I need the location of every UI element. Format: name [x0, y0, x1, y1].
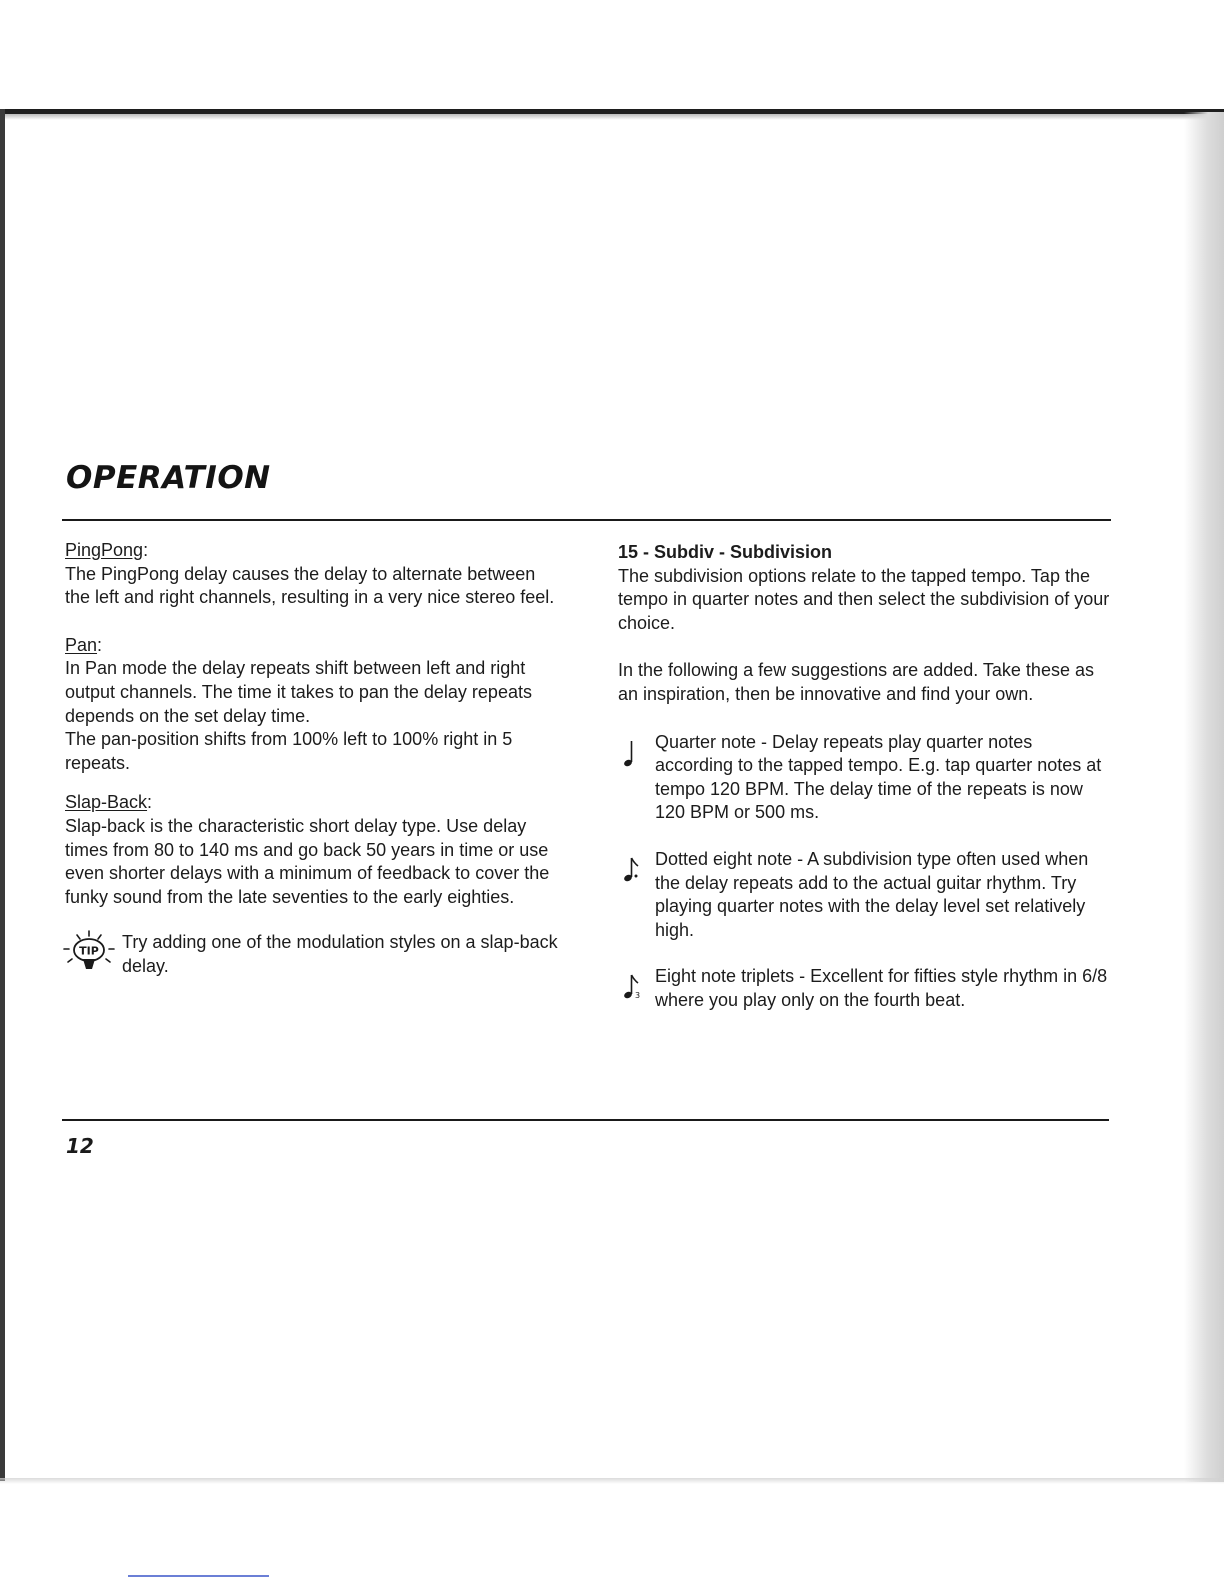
scan-top-shadow [0, 114, 1224, 120]
note-item-quarter [618, 731, 1118, 825]
pan-section [65, 634, 565, 776]
blue-scan-mark [128, 1575, 269, 1577]
slapback-colon: : [147, 792, 153, 813]
eighth-note-triplet-icon [620, 969, 644, 1005]
pan-heading: Pan [65, 634, 98, 655]
dotted-eighth-note-icon [620, 852, 644, 888]
header-rule [62, 519, 1111, 521]
slapback-section [65, 791, 565, 909]
pingpong-heading-line [65, 539, 565, 563]
pan-body-2: The pan-position shifts from 100% left to 100% right in 5 repeats. [65, 729, 513, 773]
pingpong-colon: : [143, 540, 149, 560]
note-text-triplet: Eight note triplets - Excellent for fifties style rhythm in 6/8 where you play only on the fourth beat. [655, 966, 1108, 1010]
tip-box [65, 931, 565, 981]
left-column [65, 539, 565, 981]
pingpong-body: The PingPong delay causes the delay to alternate between the left and right channels, resulting in a very nice stereo feel. [65, 563, 555, 608]
page-title: OPERATION [66, 460, 271, 496]
page-number: 12 [66, 1134, 94, 1158]
pan-heading-line [65, 634, 565, 658]
tip-text: Try adding one of the modulation styles on a slap-back delay. [122, 932, 558, 976]
note-item-triplet [618, 965, 1118, 1012]
tip-lightbulb-icon [61, 927, 117, 983]
pingpong-heading: PingPong [65, 540, 144, 560]
subdiv-heading: 15 - Subdiv - Subdivision [618, 542, 833, 562]
note-text-quarter: Quarter note - Delay repeats play quarter notes according to the tapped tempo. E.g. tap quarter notes at tempo 120 BPM. The delay time of the repeats is now 120 BPM or 500 ms. [655, 731, 1102, 823]
subdiv-section [618, 541, 1118, 707]
subdiv-body-2: In the following a few suggestions are added. Take these as an inspiration, then be innovative and find your own. [618, 660, 1094, 704]
tip-icon-label: TIP [79, 944, 99, 958]
scan-left-edge [0, 109, 5, 1481]
triplet-mark: 3 [635, 991, 641, 1001]
scan-right-shadow [1184, 112, 1224, 1482]
quarter-note-icon [620, 735, 644, 771]
note-text-dotted-eighth: Dotted eight note - A subdivision type often used when the delay repeats add to the actual guitar rhythm. Try playing quarter notes with the delay level set relatively high. [655, 848, 1089, 940]
pingpong-section [65, 539, 565, 610]
slapback-heading: Slap-Back [65, 792, 148, 813]
right-column [618, 541, 1118, 1013]
slapback-heading-line [65, 791, 565, 815]
note-item-dotted-eighth [618, 848, 1118, 942]
slapback-body: Slap-back is the characteristic short delay type. Use delay times from 80 to 140 ms and go back 50 years in time or use even shorter delays with a minimum of feedback to cover the funky sound from the late seventies to the early eighties. [65, 815, 550, 907]
subdiv-body: The subdivision options relate to the tapped tempo. Tap the tempo in quarter notes and then select the subdivision of your choice. [618, 565, 1110, 633]
footer-rule [62, 1119, 1109, 1121]
pan-body: In Pan mode the delay repeats shift between left and right output channels. The time it takes to pan the delay repeats depends on the set delay time. [65, 658, 532, 726]
scan-bottom-shadow [0, 1478, 1224, 1484]
pan-colon: : [97, 634, 103, 655]
